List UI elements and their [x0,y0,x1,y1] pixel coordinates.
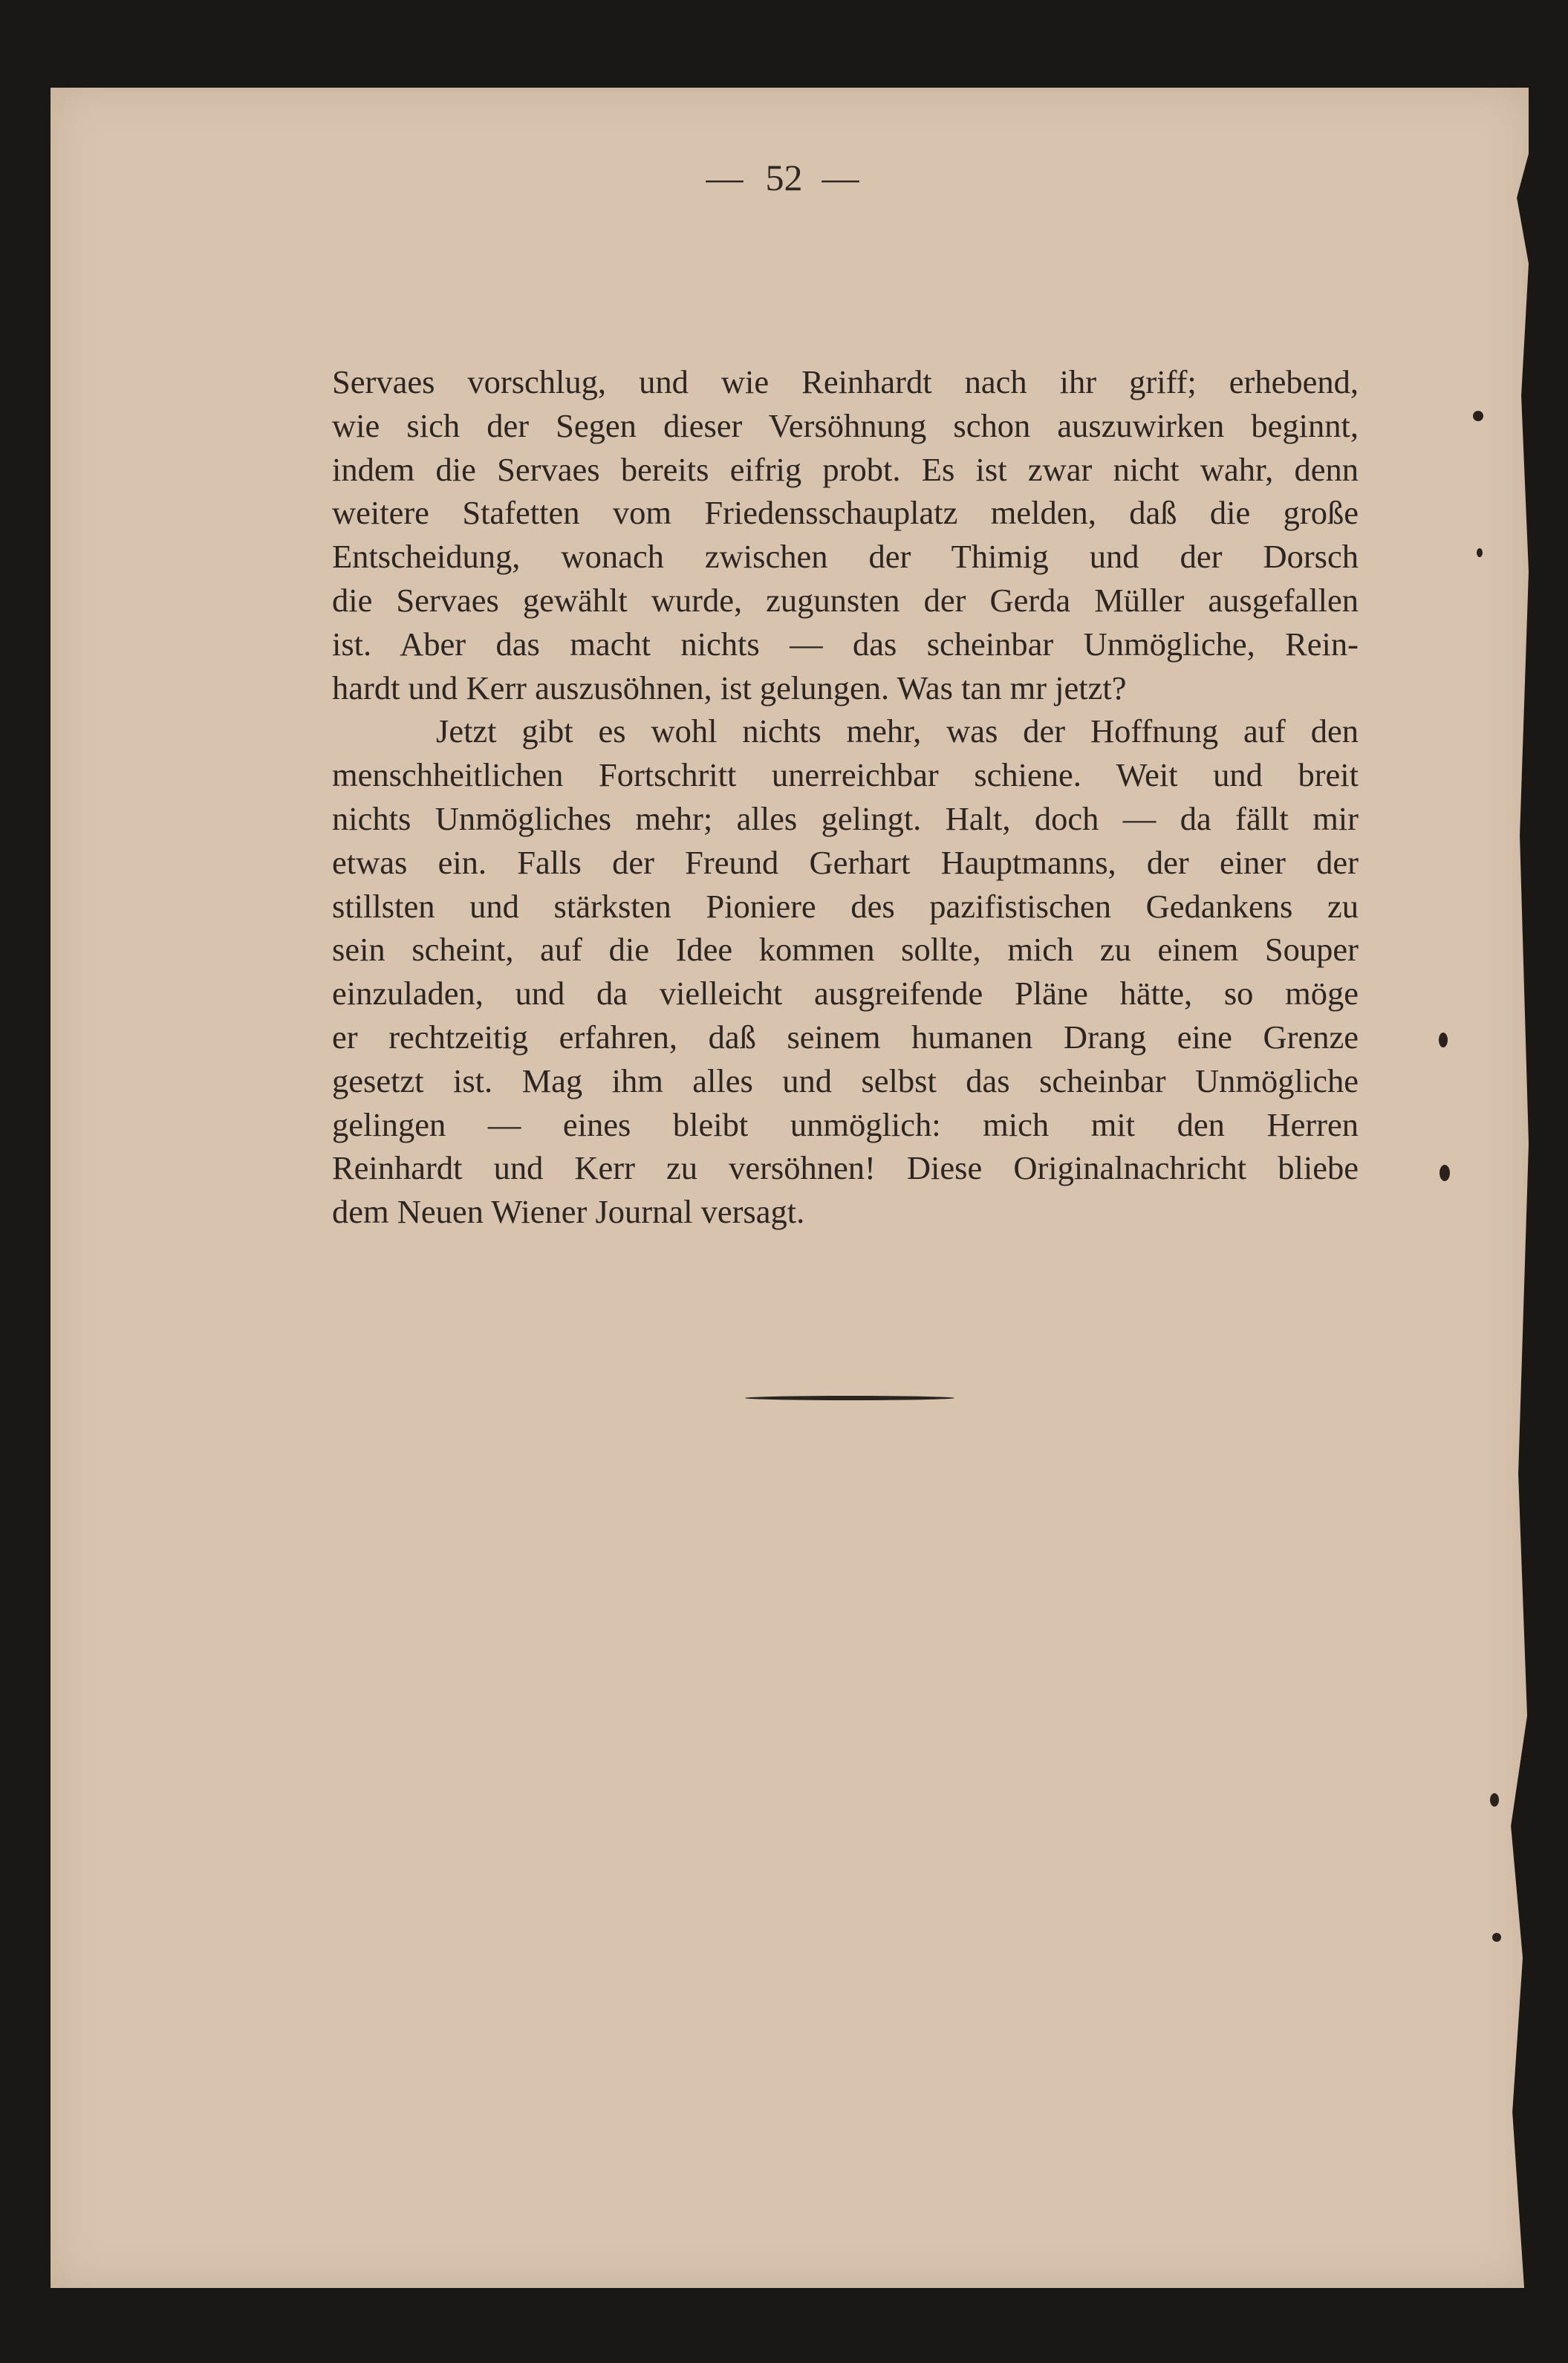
page-number-suffix: — [822,157,862,198]
ink-speck [1490,1793,1499,1807]
ink-speck [1439,1033,1448,1047]
body-text [332,360,1359,1234]
closing-rule [745,1396,954,1400]
ink-speck [1477,548,1483,557]
text-line: gesetzt ist. Mag ihm alles und selbst das scheinbar Unmögliche [332,1062,1359,1099]
text-line: ist. Aber das macht nichts — das scheinbar Unmögliche, Rein- [332,625,1359,663]
page-number-value: 52 [765,157,803,198]
text-line: etwas ein. Falls der Freund Gerhart Hauptmanns, der einer der [332,843,1359,881]
text-line: dem Neuen Wiener Journal versagt. [332,1193,805,1231]
ink-speck [1492,1933,1501,1942]
text-line: indem die Servaes bereits eifrig probt. Es ist zwar nicht wahr, denn [332,450,1359,488]
text-line: die Servaes gewählt wurde, zugunsten der Gerda Müller ausgefallen [332,581,1359,619]
text-line: hardt und Kerr auszusöhnen, ist gelungen. Was tan mr jetzt? [332,669,1127,706]
text-line: Reinhardt und Kerr zu versöhnen! Diese Originalnachricht bliebe [332,1149,1359,1187]
page-number-prefix: — [706,157,746,198]
text-line: weitere Stafetten vom Friedensschauplatz melden, daß die große [332,494,1359,532]
text-line: Entscheidung, wonach zwischen der Thimig und der Dorsch [332,538,1359,576]
text-line: nichts Unmögliches mehr; alles gelingt. Halt, doch — da fällt mir [332,799,1359,837]
ink-speck [1473,411,1483,421]
ink-speck [1439,1165,1450,1181]
text-line: sein scheint, auf die Idee kommen sollte, mich zu einem Souper [332,931,1359,969]
text-line: wie sich der Segen dieser Versöhnung schon auszuwirken beginnt, [332,406,1359,444]
text-line: menschheitlichen Fortschritt unerreichbar schiene. Weit und breit [332,756,1359,794]
text-line: er rechtzeitig erfahren, daß seinem humanen Drang eine Grenze [332,1018,1359,1056]
text-line: Jetzt gibt es wohl nichts mehr, was der Hoffnung auf den [436,712,1359,750]
text-line: einzuladen, und da vielleicht ausgreifende Pläne hätte, so möge [332,975,1359,1013]
text-line: gelingen — eines bleibt unmöglich: mich mit den Herren [332,1105,1359,1143]
text-line: Servaes vorschlug, und wie Reinhardt nach ihr griff; erhebend, [332,363,1359,400]
text-line: stillsten und stärksten Pioniere des pazifistischen Gedankens zu [332,887,1359,925]
page-number [0,156,1568,199]
